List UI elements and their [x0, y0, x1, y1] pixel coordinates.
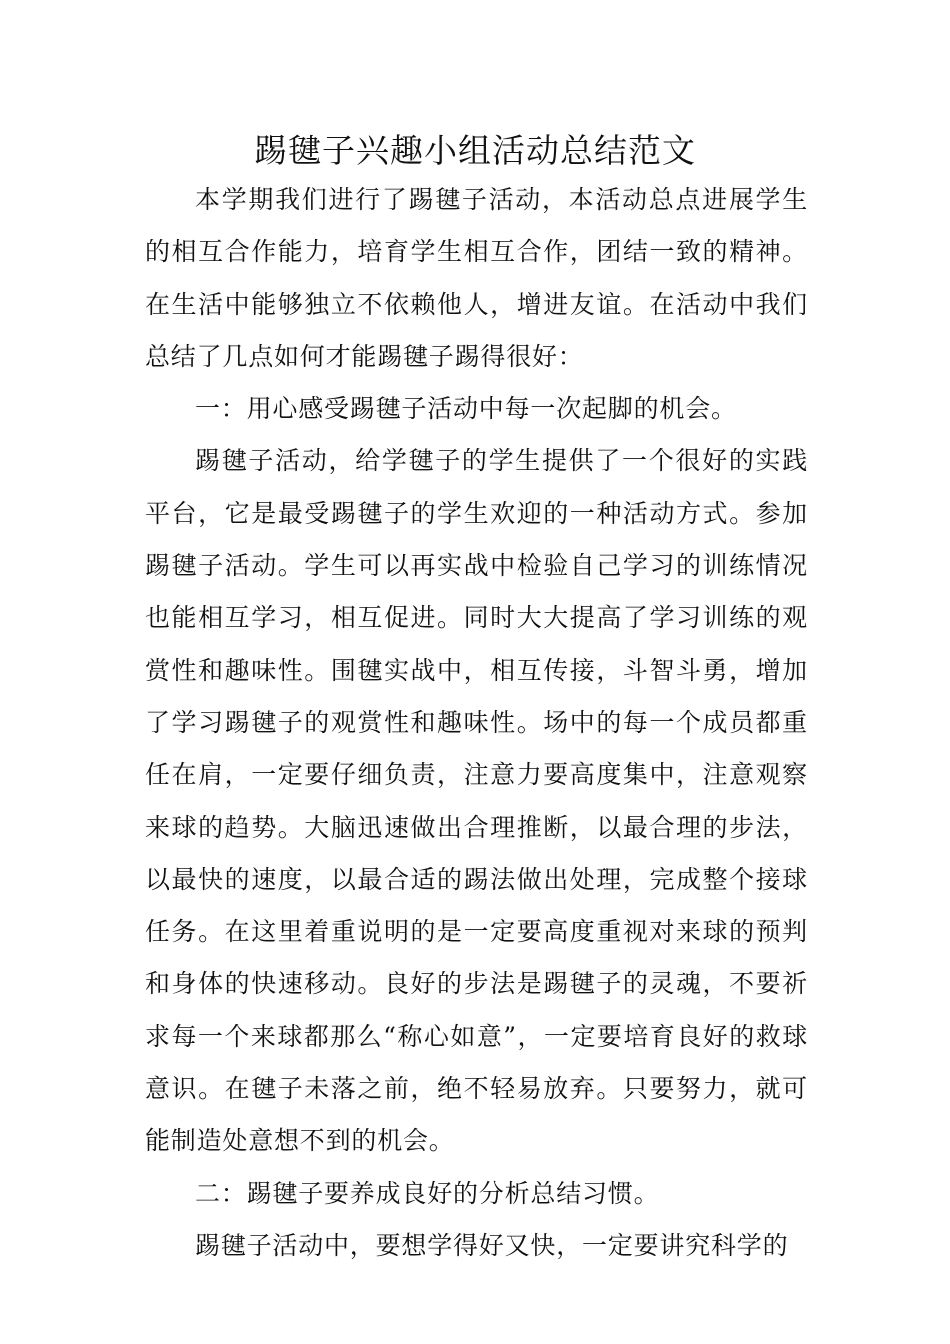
document-title: 踢毽子兴趣小组活动总结范文: [254, 131, 696, 170]
paragraph-section-one: 踢毽子活动，给学毽子的学生提供了一个很好的实践平台，它是最受踢毽子的学生欢迎的一种活动方式。参加踢毽子活动。学生可以再实战中检验自己学习的训练情况也能相互学习，相互促进。同时大大提高了学习训练的观赏性和趣味性。围毽实战中，相互传接，斗智斗勇，增加了学习踢毽子的观赏性和趣味性。场中的每一个成员都重任在肩，一定要仔细负责，注意力要高度集中，注意观察来球的趋势。大脑迅速做出合理推断，以最合理的步法，以最快的速度，以最合适的踢法做出处理，完成整个接球任务。在这里着重说明的是一定要高度重视对来球的预判和身体的快速移动。良好的步法是踢毽子的灵魂，不要祈求每一个来球都那么“称心如意”，一定要培育良好的救球意识。在毽子未落之前，绝不轻易放弃。只要努力，就可能制造处意想不到的机会。: [145, 446, 808, 1156]
paragraph-intro: 本学期我们进行了踢毽子活动，本活动总点进展学生的相互合作能力，培育学生相互合作，团结一致的精神。在生活中能够独立不依赖他人，增进友谊。在活动中我们总结了几点如何才能踢毽子踢得很好：: [145, 185, 808, 371]
paragraph-section-two: 踢毽子活动中，要想学得好又快，一定要讲究科学的: [195, 1230, 789, 1260]
paragraph-heading-two: 二：踢毽子要养成良好的分析总结习惯。: [195, 1178, 660, 1208]
paragraph-heading-one: 一：用心感受踢毽子活动中每一次起脚的机会。: [195, 394, 737, 424]
document-body: [145, 174, 808, 1272]
